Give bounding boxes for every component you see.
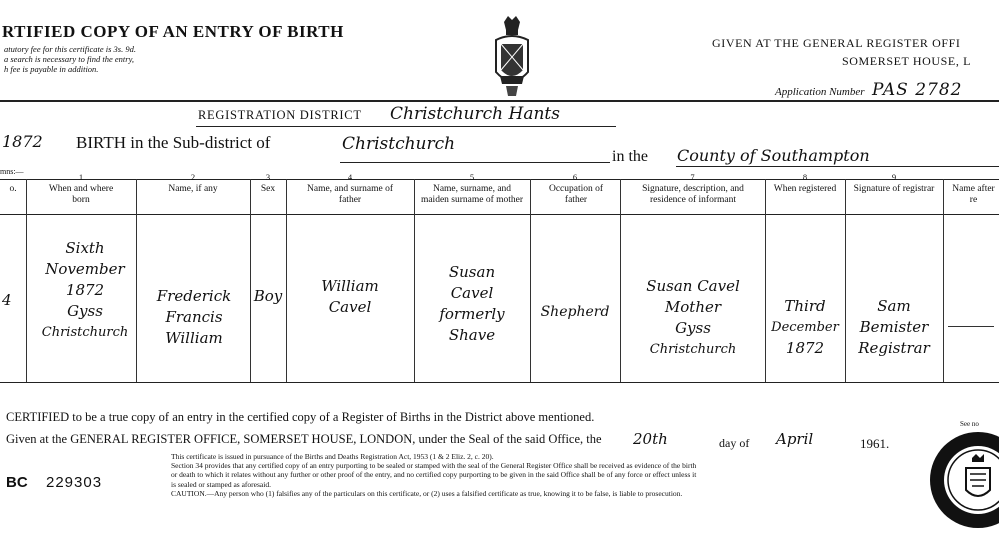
col-divider — [530, 179, 531, 382]
entry-father: William Cavel — [321, 277, 379, 316]
col-divider — [250, 179, 251, 382]
county-rule — [676, 166, 999, 167]
column-header-name: Name, if any — [168, 184, 218, 194]
col-divider — [414, 179, 415, 382]
fee-note: atutory fee for this certificate is 3s. 9d. a search is necessary to find the entry, h fee is payable in addition. — [4, 44, 136, 74]
column-header-registrar: Signature of registrar — [853, 184, 935, 194]
royal-crest-icon — [486, 14, 538, 102]
district-rule — [196, 126, 616, 127]
registration-district-value: Christchurch Hants — [390, 104, 560, 124]
column-number: 1 — [78, 172, 84, 182]
column-number: 7 — [690, 172, 695, 182]
entry-when-where-born: Sixth November 1872 Gyss Christchurch — [41, 239, 129, 340]
entry-occupation: Shepherd — [540, 304, 610, 320]
serial-prefix: BC — [6, 474, 28, 491]
entry-mother: Susan Cavel formerly Shave — [439, 263, 505, 344]
certificate-year: 1961. — [860, 436, 890, 451]
see-note: See no — [960, 420, 979, 428]
col-divider — [620, 179, 621, 382]
certified-statement: CERTIFIED to be a true copy of an entry in the certified copy of a Register of Births in the District above mentioned. — [6, 410, 595, 424]
column-header-when-registered: When registered — [773, 184, 837, 194]
entry-number: 4 — [2, 291, 12, 309]
name-after-blank — [948, 326, 994, 327]
application-number-value: PAS 2782 — [872, 80, 963, 100]
entry-child-name: Frederick Francis William — [156, 287, 232, 347]
day-of-label: day of — [719, 436, 750, 450]
birth-year-value: 1872 — [2, 132, 43, 151]
table-header-rule — [0, 214, 999, 215]
column-number: 9 — [891, 172, 897, 182]
column-header-when-where-born: When and where born — [48, 184, 114, 205]
certificate-month: April — [776, 430, 814, 448]
general-register-office-seal-icon — [922, 428, 999, 532]
column-number: 4 — [347, 172, 353, 182]
column-header-father: Name, and surname of father — [307, 184, 393, 205]
table-bottom-rule — [0, 382, 999, 383]
column-header-mother: Name, surname, and maiden surname of mother — [420, 184, 524, 205]
entry-registrar: Sam Bemister Registrar — [858, 297, 930, 357]
columns-mark: mns:— — [0, 167, 24, 176]
birth-subdistrict-label: BIRTH in the Sub-district of — [76, 133, 271, 152]
county-value: County of Southampton — [677, 146, 870, 165]
column-number: 5 — [469, 172, 475, 182]
registration-district-label: REGISTRATION DISTRICT — [198, 108, 362, 122]
entry-sex: Boy — [253, 287, 283, 305]
column-header-sex: Sex — [260, 184, 276, 194]
top-rule — [0, 100, 999, 102]
col-divider — [286, 179, 287, 382]
column-header-informant: Signature, description, and residence of informant — [642, 184, 744, 205]
subdistrict-rule — [340, 162, 610, 163]
fine-print: This certificate is issued in pursuance of the Births and Deaths Registration Act, 1953 (1 & 2 Eliz. 2, c. 20). Section 34 provides that any certified copy of an entry purporting to be sealed or stamped with the seal of the General Register Office shall be received as evidence of the birth or death to which it relates without any further or other proof of the entry, and no certified copy purporting to be given in the said Office shall be of any force or effect unless it is sealed or stamped as aforesaid. CAUTION.—Any person who (1) falsifies any of the particulars on this certificate, or (2) uses a falsified certificate as true, knowing it to be false, is liable to prosecution. — [171, 452, 697, 498]
column-header-occupation: Occupation of father — [548, 184, 604, 205]
col-divider — [26, 179, 27, 382]
column-number: 8 — [802, 172, 808, 182]
entry-informant: Susan Cavel Mother Gyss Christchurch — [646, 277, 740, 357]
column-number: 3 — [265, 172, 271, 182]
column-number: 2 — [190, 172, 196, 182]
subdistrict-value: Christchurch — [342, 134, 456, 154]
in-the-label: in the — [612, 148, 648, 165]
given-at-office: GIVEN AT THE GENERAL REGISTER OFFI — [712, 36, 961, 50]
certificate-day: 20th — [633, 430, 668, 448]
col-divider — [136, 179, 137, 382]
column-number: 6 — [572, 172, 578, 182]
col-divider — [943, 179, 944, 382]
column-header-name-after: Name after re — [952, 184, 995, 205]
column-header-no: o. — [9, 184, 17, 194]
certificate-title: RTIFIED COPY OF AN ENTRY OF BIRTH — [2, 22, 344, 41]
serial-number: 229303 — [46, 474, 103, 491]
application-number-label: Application Number — [775, 86, 865, 98]
given-at-statement: Given at the GENERAL REGISTER OFFICE, SOMERSET HOUSE, LONDON, under the Seal of the said Office, the — [6, 432, 602, 446]
entry-when-registered: Third December 1872 — [771, 297, 839, 357]
somerset-house: SOMERSET HOUSE, L — [842, 54, 971, 68]
